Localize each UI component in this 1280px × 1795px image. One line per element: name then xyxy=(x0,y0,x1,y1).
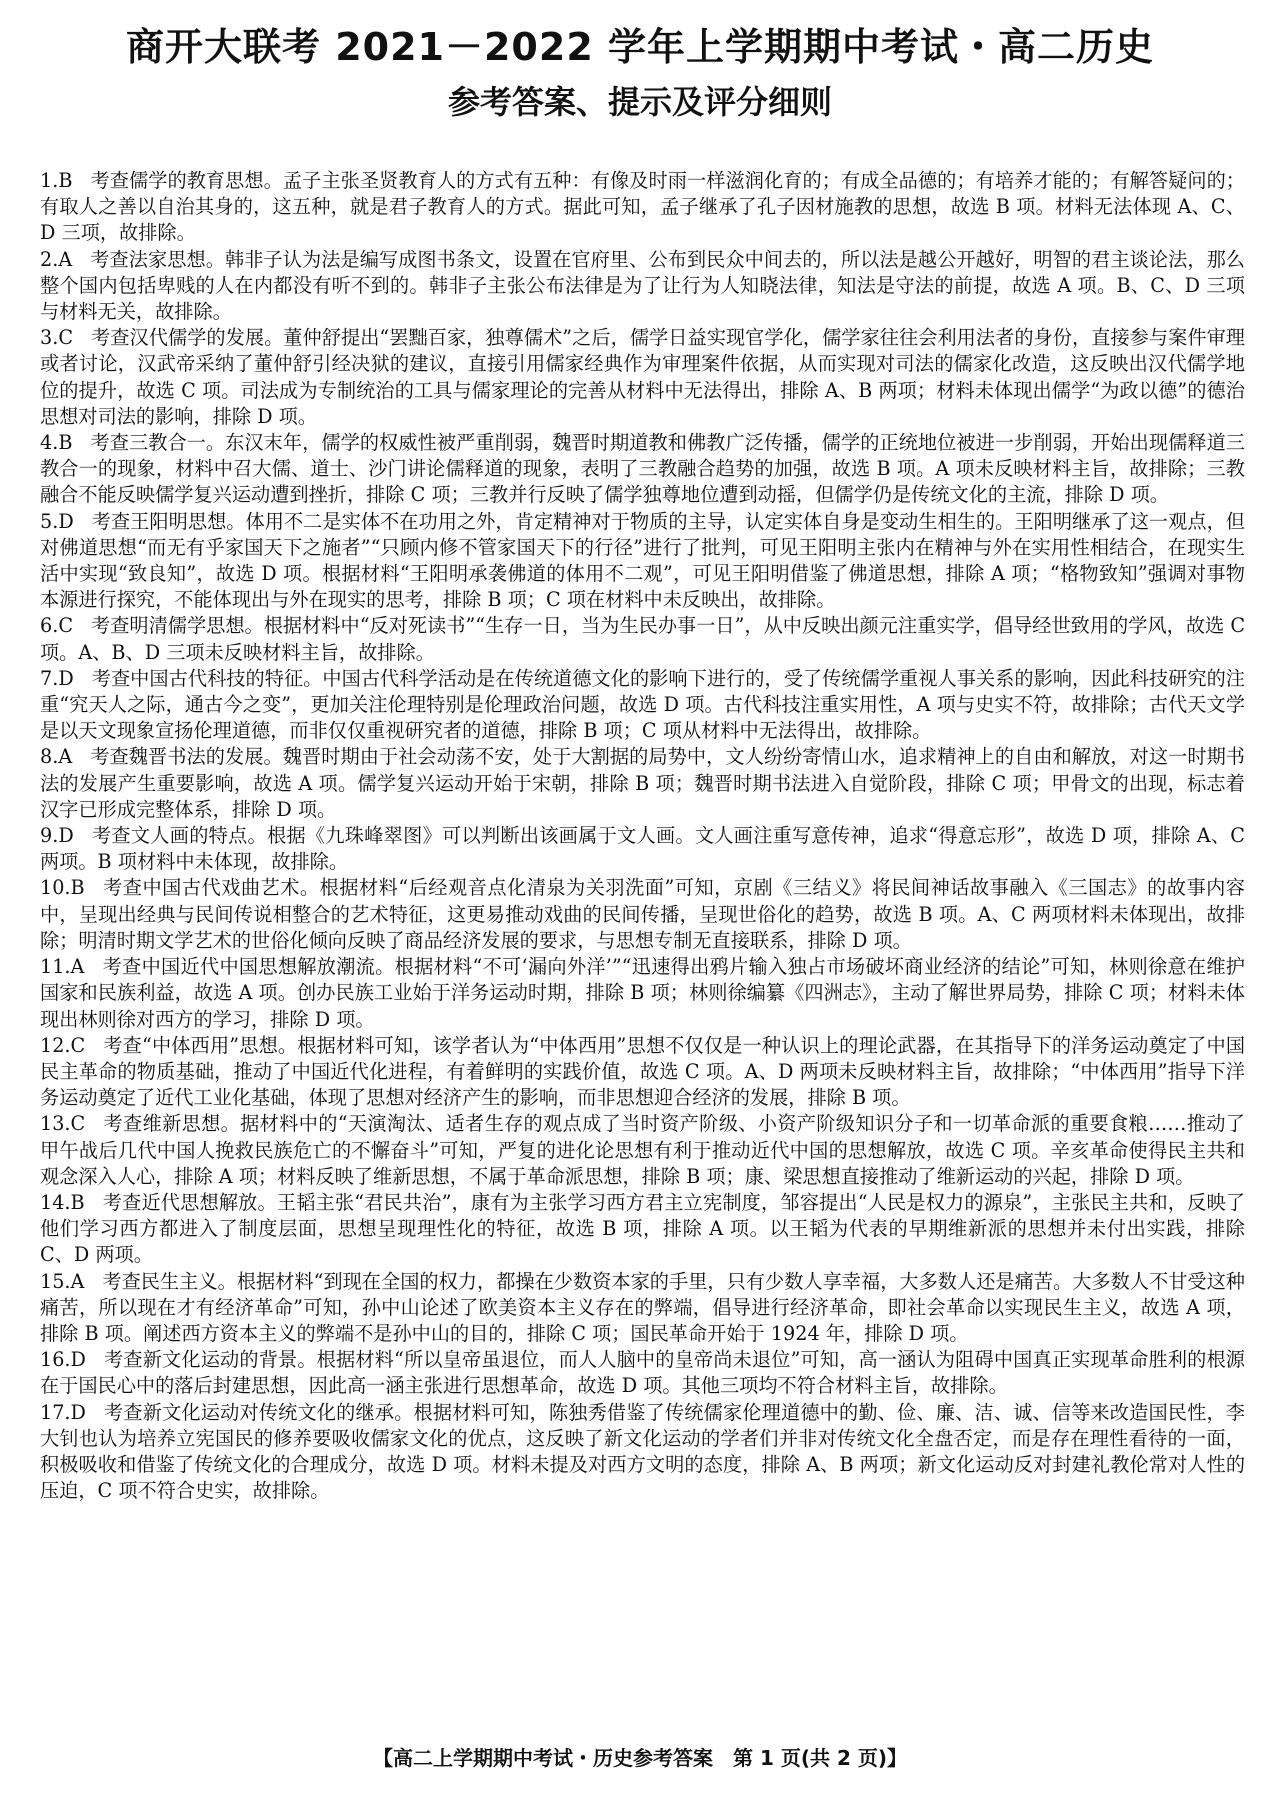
answer-explanation: 考查中国古代科技的特征。中国古代科学活动是在传统道德文化的影响下进行的，受了传统儒学重视人事关系的影响，因此科技研究的注重“究天人之际，通古今之变”，更加关注伦理特别是伦理政治问题，故选 D 项。古代科技注重实用性，A 项与史实不符，故排除；古代天文学是以天文现象宣扬伦理道德，而非仅仅重视研究者的道德，排除 B 项；C 项从材料中无法得出，故排除。 xyxy=(40,666,1245,743)
answer-number: 13. xyxy=(40,1112,71,1136)
answer-explanation: 考查汉代儒学的发展。董仲舒提出“罢黜百家，独尊儒术”之后，儒学日益实现官学化，儒学家往往会利用法者的身份，直接参与案件审理或者讨论，汉武帝采纳了董仲舒引经决狱的建议，直接引用儒家经典作为审理案件依据，从而实现对司法的儒家化改造，这反映出汉代儒学地位的提升，故选 C 项。司法成为专制统治的工具与儒家理论的完善从材料中无法得出，排除 A、B 两项；材料未体现出儒学“为政以德”的德治思想对司法的影响，排除 D 项。 xyxy=(40,326,1245,428)
answer-number: 14. xyxy=(40,1190,71,1214)
answer-list xyxy=(40,168,1245,1504)
answer-item xyxy=(40,168,1245,247)
answer-item xyxy=(40,1033,1245,1112)
answer-choice: C xyxy=(58,614,73,638)
answer-item xyxy=(40,1347,1245,1399)
answer-choice: C xyxy=(70,1112,86,1136)
answer-number: 15. xyxy=(40,1269,71,1293)
page-subtitle: 参考答案、提示及评分细则 xyxy=(447,83,832,121)
answer-explanation: 考查中国古代戏曲艺术。根据材料“后经观音点化清泉为关羽洗面”可知，京剧《三结义》将民间神话故事融入《三国志》的故事内容中，呈现出经典与民间传说相整合的艺术特征，这更易推动戏曲的民间传播，呈现世俗化的趋势，故选 B 项。A、C 两项材料未体现出，故排除；明清时期文学艺术的世俗化倾向反映了商品经济发展的要求，与思想专制无直接联系，排除 D 项。 xyxy=(40,876,1245,952)
answer-choice: A xyxy=(70,955,85,979)
answer-explanation: 考查维新思想。据材料中的“天演淘汰、适者生存的观点成了当时资产阶级、小资产阶级知识分子和一切革命派的重要食粮……推动了甲午战后几代中国人挽救民族危亡的不懈奋斗”可知，严复的进化论思想有利于推动近代中国的思想解放，故选 C 项。辛亥革命使得民主共和观念深入人心，排除 A 项；材料反映了维新思想，不属于革命派思想，排除 B 项；康、梁思想直接推动了维新运动的兴起，排除 D 项。 xyxy=(40,1112,1245,1188)
answer-item xyxy=(40,325,1245,430)
answer-explanation: 考查王阳明思想。体用不二是实体不在功用之外，肯定精神对于物质的主导，认定实体自身是变动生相生的。王阳明继承了这一观点，但对佛道思想“而无有乎家国天下之施者”“只顾内修不管家国天下的行径”进行了批判，可见王阳明主张内在精神与外在实用性相结合，在现实生活中实现“致良知”，故选 D 项。根据材料“王阳明承袭佛道的体用不二观”，可见王阳明借鉴了佛道思想，排除 A 项；“格物致知”强调对事物本源进行探究，不能体现出与外在现实的思考，排除 B 项；C 项在材料中未反映出，故排除。 xyxy=(40,509,1245,612)
answer-number: 12. xyxy=(40,1033,71,1057)
answer-choice: D xyxy=(58,824,74,848)
answer-choice: B xyxy=(70,876,85,900)
answer-choice: B xyxy=(58,431,73,455)
answer-number: 11. xyxy=(40,955,71,979)
answer-item xyxy=(40,875,1245,954)
answer-item xyxy=(40,1269,1245,1348)
answer-item xyxy=(40,954,1245,1033)
answer-explanation: 考查民生主义。根据材料“到现在全国的权力，都操在少数资本家的手里，只有少数人享幸福，大多数人还是痛苦。大多数人不甘受这种痛苦，所以现在才有经济革命”可知，孙中山论述了欧美资本主义存在的弊端，倡导进行经济革命，即社会革命以实现民生主义，故选 A 项，排除 B 项。阐述西方资本主义的弊端不是孙中山的目的，排除 C 项；国民革命开始于 1924 年，排除 D 项。 xyxy=(40,1269,1245,1345)
answer-choice: B xyxy=(70,1190,85,1214)
answer-number: 2. xyxy=(40,247,59,271)
answer-number: 6. xyxy=(40,614,59,638)
answer-number: 17. xyxy=(40,1400,71,1424)
answer-number: 5. xyxy=(40,509,59,533)
answer-choice: C xyxy=(70,1033,86,1057)
answer-explanation: 考查新文化运动对传统文化的继承。根据材料可知，陈独秀借鉴了传统儒家伦理道德中的勤、俭、廉、洁、诚、信等来改造国民性，李大钊也认为培养立宪国民的修养要吸收儒家文化的优点，这反映了新文化运动的学者们并非对传统文化全盘否定，而是存在理性看待的一面，积极吸收和借鉴了传统文化的合理成分，故选 D 项。材料未提及对西方文明的态度，排除 A、B 两项；新文化运动反对封建礼教伦常对人性的压迫，C 项不符合史实，故排除。 xyxy=(40,1400,1245,1503)
answer-item xyxy=(40,1190,1245,1269)
answer-item xyxy=(40,613,1245,665)
answer-choice: C xyxy=(58,326,73,350)
answer-item xyxy=(40,823,1245,875)
answer-number: 8. xyxy=(40,745,59,769)
answer-explanation: 考查三教合一。东汉末年，儒学的权威性被严重削弱，魏晋时期道教和佛教广泛传播，儒学的正统地位被进一步削弱，开始出现儒释道三教合一的现象，材料中召大儒、道士、沙门讲论儒释道的现象，表明了三教融合趋势的加强，故选 B 项。A 项未反映材料主旨，故排除；三教融合不能反映儒学复兴运动遭到挫折，排除 C 项；三教并行反映了儒学独尊地位遭到动摇，但儒学仍是传统文化的主流，排除 D 项。 xyxy=(40,431,1245,507)
answer-choice: B xyxy=(58,169,73,192)
answer-item xyxy=(40,430,1245,509)
answer-explanation: 考查新文化运动的背景。根据材料“所以皇帝虽退位，而人人脑中的皇帝尚未退位”可知，高一涵认为阻碍中国真正实现革命胜利的根源在于国民心中的落后封建思想，因此高一涵主张进行思想革命，故选 D 项。其他三项均不符合材料主旨，故排除。 xyxy=(40,1348,1245,1398)
answer-number: 16. xyxy=(40,1348,71,1372)
answer-number: 9. xyxy=(40,824,59,848)
answer-choice: D xyxy=(70,1400,86,1424)
answer-item xyxy=(40,666,1245,745)
answer-number: 3. xyxy=(40,326,59,350)
answer-explanation: 考查“中体西用”思想。根据材料可知，该学者认为“中体西用”思想不仅仅是一种认识上的理论武器，在其指导下的洋务运动奠定了中国民主革命的物质基础，推动了中国近代化进程，有着鲜明的实践价值，故选 C 项。A、D 两项未反映材料主旨，故排除；“中体西用”指导下洋务运动奠定了近代工业化基础，体现了思想对经济产生的影响，而非思想迎合经济的发展，排除 B 项。 xyxy=(40,1033,1245,1110)
answer-explanation: 考查魏晋书法的发展。魏晋时期由于社会动荡不安，处于大割据的局势中，文人纷纷寄情山水，追求精神上的自由和解放，对这一时期书法的发展产生重要影响，故选 A 项。儒学复兴运动开始于宋朝，排除 B 项；魏晋时期书法进入自觉阶段，排除 C 项；甲骨文的出现，标志着汉字已形成完整体系，排除 D 项。 xyxy=(40,745,1245,821)
answer-explanation: 考查明清儒学思想。根据材料中“反对死读书”“生存一日，当为生民办事一日”，从中反映出颜元注重实学，倡导经世致用的学风，故选 C 项。A、B、D 三项未反映材料主旨，故排除。 xyxy=(40,614,1245,664)
answer-explanation: 考查近代思想解放。王韬主张“君民共治”，康有为主张学习西方君主立宪制度，邹容提出“人民是权力的源泉”，主张民主共和，反映了他们学习西方都进入了制度层面，思想呈现理性化的特征，故选 B 项，排除 A 项。以王韬为代表的早期维新派的思想并未付出实践，排除 C、D 两项。 xyxy=(40,1190,1245,1267)
answer-explanation: 考查儒学的教育思想。孟子主张圣贤教育人的方式有五种：有像及时雨一样滋润化育的；有成全品德的；有培养才能的；有解答疑问的；有取人之善以自治其身的，这五种，就是君子教育人的方式。据此可知，孟子继承了孔子因材施教的思想，故选 B 项。材料无法体现 A、C、D 三项，故排除。 xyxy=(40,169,1245,245)
answer-choice: A xyxy=(70,1269,85,1293)
answer-choice: D xyxy=(58,509,74,533)
answer-explanation: 考查法家思想。韩非子认为法是编写成图书条文，设置在官府里、公布到民众中间去的，所以法是越公开越好，明智的君主谈论法，那么整个国内包括卑贱的人在内都没有听不到的。韩非子主张公布法律是为了让行为人知晓法律，知法是守法的前提，故选 A 项。B、C、D 三项与材料无关，故排除。 xyxy=(40,247,1245,324)
answer-item xyxy=(40,1400,1245,1505)
answer-choice: A xyxy=(58,247,73,271)
answer-item xyxy=(40,247,1245,326)
answer-item xyxy=(40,744,1245,823)
answer-number: 1. xyxy=(40,169,59,192)
answer-explanation: 考查文人画的特点。根据《九珠峰翠图》可以判断出该画属于文人画。文人画注重写意传神，追求“得意忘形”，故选 D 项，排除 A、C 两项。B 项材料中未体现，故排除。 xyxy=(40,824,1245,874)
page-footer: 【高二上学期期中考试・历史参考答案 第 1 页(共 2 页)】 xyxy=(373,1746,907,1770)
answer-choice: D xyxy=(58,666,74,690)
answer-number: 10. xyxy=(40,876,71,900)
answer-explanation: 考查中国近代中国思想解放潮流。根据材料“不可‘漏向外洋’”“迅速得出鸦片输入独占市场破坏商业经济的结论”可知，林则徐意在维护国家和民族利益，故选 A 项。创办民族工业始于洋务运动时期，排除 B 项；林则徐编纂《四洲志》，主动了解世界局势，排除 C 项；材料未体现出林则徐对西方的学习，排除 D 项。 xyxy=(40,955,1245,1031)
answer-choice: D xyxy=(70,1348,86,1372)
answer-choice: A xyxy=(58,745,73,769)
answer-item xyxy=(40,509,1245,614)
answer-item xyxy=(40,1111,1245,1190)
answer-number: 4. xyxy=(40,431,59,455)
answer-number: 7. xyxy=(40,666,59,690)
page-title: 商开大联考 2021－2022 学年上学期期中考试・高二历史 xyxy=(126,25,1154,69)
